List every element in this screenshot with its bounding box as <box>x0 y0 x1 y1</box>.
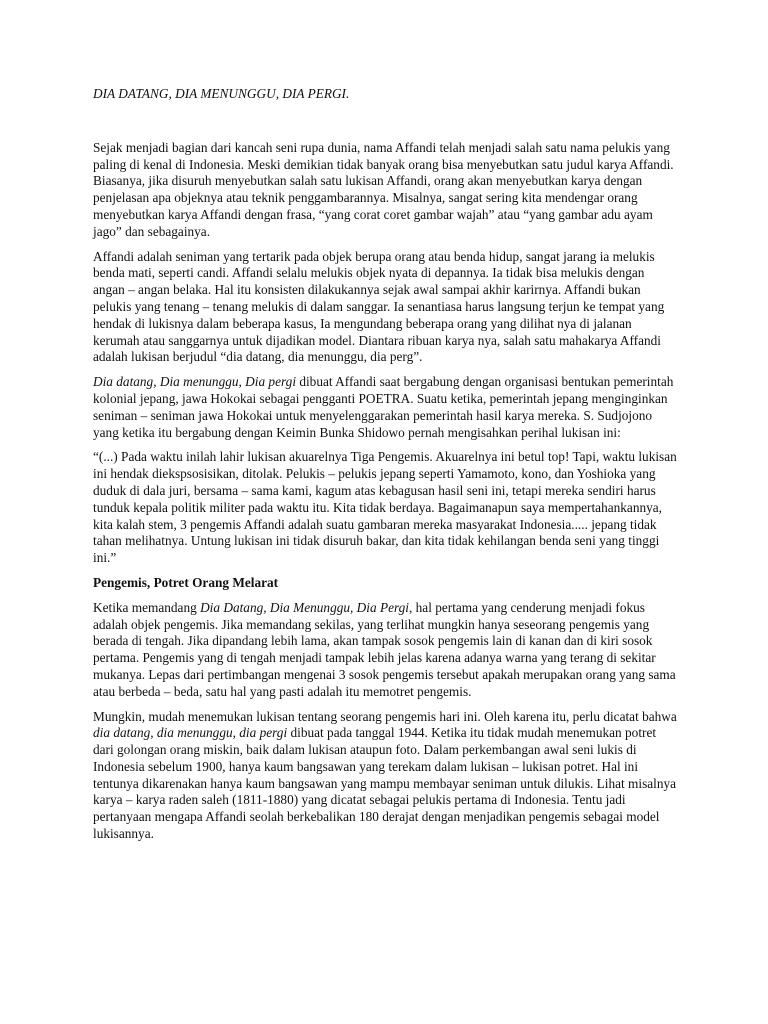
paragraph-historical-context <box>93 709 679 843</box>
section-heading: Pengemis, Potret Orang Melarat <box>93 574 279 590</box>
paragraph-quote-sudjojono: “(...) Pada waktu inilah lahir lukisan akuarelnya Tiga Pengemis. Akuarelnya ini betul top! Tapi, waktu lukisan ini hendak diekspsosisikan, ditolak. Pelukis – pelukis jepang seperti Yamamoto, kono, dan Yoshioka yang duduk di dala juri, bersama – sama kami, kagum atas kebagusan hasil seni ini, tetapi mereka sendiri harus tunduk kepala politik militer pada waktu itu. Kita tidak berdaya. Bagaimanapun saya mempertahankannya, kita kalah stem, 3 pengemis Affandi adalah suatu gambaran mereka masyarakat Indonesia..... jepang tidak tahan melihatnya. Untung lukisan ini tidak disuruh bakar, dan kita tidak kehilangan benda seni yang tinggi ini.” <box>93 449 677 566</box>
paragraph-intro: Sejak menjadi bagian dari kancah seni rupa dunia, nama Affandi telah menjadi salah satu nama pelukis yang paling di kenal di Indonesia. Meski demikian tidak banyak orang bisa menyebutkan satu judul karya Affandi. Biasanya, jika disuruh menyebutkan salah satu lukisan Affandi, orang akan menyebutkan karya dengan penjelasan apa objeknya atau teknik penggambarannya. Misalnya, sangat sering kita mendengar orang menyebutkan karya Affandi dengan frasa, “yang corat coret gambar wajah” atau “yang gambar adu ayam jago” dan sebagainya. <box>93 139 674 239</box>
paragraph-beggar-focus <box>93 600 679 701</box>
document-title: DIA DATANG, DIA MENUNGGU, DIA PERGI. <box>93 86 350 101</box>
paragraph-text: dibuat pada tanggal 1944. Ketika itu tidak mudah menemukan potret dari golongan orang miskin, baik dalam lukisan ataupun foto. Dalam perkembangan awal seni lukis di Indonesia sebelum 1900, hanya kaum bangsawan yang terekam dalam lukisan – lukisan potret. Hal ini tentunya dikarenakan hanya kaum bangsawan yang mampu membayar seniman untuk dilukis. Lihat misalnya karya – karya raden saleh (1811-1880) yang dicatat sebagai pelukis pertama di Indonesia. Tentu jadi pertanyaan mengapa Affandi seolah berkebalikan 180 derajat dengan menjadikan pengemis sebagai model lukisannya. <box>93 725 677 842</box>
paragraph-text: dibuat Affandi saat bergabung dengan organisasi bentukan pemerintah kolonial jepang, jawa Hokokai sebagai pengganti POETRA. Suatu ketika, pemerintah jepang menginginkan seniman – seniman jawa Hokokai untuk menyelenggarakan pemerintah hasil karya mereka. S. Sudjojono yang ketika itu bergabung dengan Keimin Bunka Shidowo pernah mengisahkan perihal lukisan ini: <box>93 374 674 440</box>
paragraph-painting-origin <box>93 374 679 441</box>
paragraph-text: , hal pertama yang cenderung menjadi fokus adalah objek pengemis. Jika memandang sekilas, yang terlihat mungkin hanya seseorang pengemis yang berada di tengah. Jika dipandang lebih lama, akan tampak sosok pengemis lain di kanan dan di kiri sosok pertama. Pengemis yang di tengah menjadi tampak lebih jelas karena adanya warna yang terang di sekitar mukanya. Lepas dari pertimbangan mengenai 3 sosok pengemis tersebut apakah merupakan orang yang sama atau berbeda – beda, satu hal yang pasti adalah itu memotret pengemis. <box>93 599 676 699</box>
painting-title-italic: Dia datang, Dia menunggu, Dia pergi <box>93 374 297 390</box>
paragraph-affandi-subjects: Affandi adalah seniman yang tertarik pada objek berupa orang atau benda hidup, sangat jarang ia melukis benda mati, seperti candi. Affandi selalu melukis objek nyata di depannya. Ia tidak bisa melukis dengan angan – angan belaka. Hal itu konsisten dilakukannya sejak awal sampai akhir karirnya. Affandi bukan pelukis yang tenang – tenang melukis di dalam sanggar. Ia senantiasa harus langsung terjun ke tempat yang hendak di lukisnya dalam beberapa kasus, Ia mengundang beberapa orang yang dilihat nya di jalanan kerumah atau sanggarnya untuk dijadikan model. Diantara ribuan karya nya, salah satu mahakarya Affandi adalah lukisan berjudul “dia datang, dia menunggu, dia perg”. <box>93 248 665 365</box>
paragraph-text: Mungkin, mudah menemukan lukisan tentang seorang pengemis hari ini. Oleh karena itu, perlu dicatat bahwa <box>93 708 677 724</box>
paragraph-text: Ketika memandang <box>93 599 201 615</box>
painting-title-italic: dia datang, dia menunggu, dia pergi <box>93 725 288 741</box>
document-page <box>93 86 679 851</box>
painting-title-italic: Dia Datang, Dia Menunggu, Dia Pergi <box>200 599 409 615</box>
